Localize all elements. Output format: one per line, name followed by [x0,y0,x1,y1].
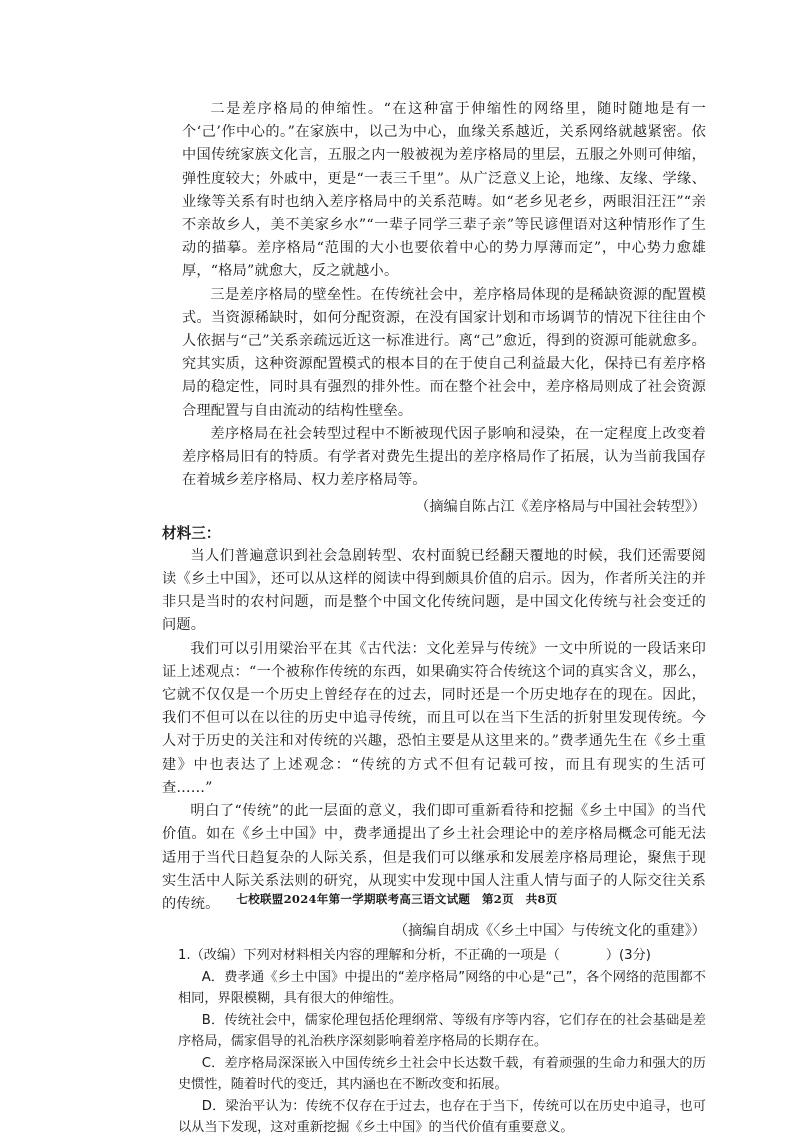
material2-paragraph-4: 差序格局在社会转型过程中不断被现代因子影响和浸染，在一定程度上改变着差序格局旧有的特质。有学者对费先生提出的差序格局作了拓展，认为当前我国存在着城乡差序格局、权力差序格局等。 [182,425,706,489]
material3-paragraph-2: 我们可以引用梁治平在其《古代法：文化差异与传统》一文中所说的一段话来印证上述观点：“一个被称作传统的东西，如果确实符合传统这个词的真实含义，那么，它就不仅仅是一个历史上曾经存在的过去，同时还是一个历史地存在的现在。因此，我们不但可以在以往的历史中追寻传统，而且可以在当下生活的折射里发现传统。今人对于历史的关注和对传统的兴趣，恐怕主要是从这里来的。”费孝通先生在《乡土重建》中也表达了上述观念：“传统的方式不但有记载可按，而且有现实的生活可查……” [162,640,706,796]
material3-paragraph-1: 当人们普遍意识到社会急剧转型、农村面貌已经翻天覆地的时候，我们还需要阅读《乡土中国》，还可以从这样的阅读中得到颇具价值的启示。因为，作者所关注的并非只是当时的农村问题，而是整个中国文化传统问题，是中国文化传统与社会变迁的问题。 [162,547,706,634]
material2-paragraph-2: 二是差序格局的伸缩性。“在这种富于伸缩性的网络里，随时随地是有一个‘己’作中心的。”在家族中，以己为中心，血缘关系越近，关系网络就越紧密。依中国传统家族文化言，五服之内一般被视为差序格局的里层，五服之外则可伸缩，弹性度较大；外戚中，更是“一表三千里”。从广泛意义上论，地缘、友缘、学缘、业缘等关系有时也纳入差序格局中的关系范畴。如“老乡见老乡，两眼泪汪汪”“亲不亲故乡人，美不美家乡水”“一辈子同学三辈子亲”等民谚俚语对这种情形作了生动的描摹。差序格局“范围的大小也要依着中心的势力厚薄而定”，中心势力愈雄厚，“格局”就愈大，反之就越小。 [182,101,706,280]
material3-paragraph-3: 明白了“传统”的此一层面的意义，我们即可重新看待和挖掘《乡土中国》的当代价值。如在《乡土中国》中，费孝通提出了乡土社会理论中的差序格局概念可能无法适用于当代日趋复杂的人际关系，但是我们可以继承和发展差序格局理论，聚焦于现实生活中人际关系法则的研究，从现实中发现中国人注重人情与面子的人际交往关系的传统。 [162,803,706,912]
material3-section [162,522,706,944]
question-stem-text: 1.（改编）下列对材料相关内容的理解和分析，不正确的一项是（ [178,948,560,964]
question-1 [178,945,706,1139]
question-stem [178,945,706,967]
option-d: D．梁治平认为：传统不仅存在于过去，也存在于当下，传统可以在历史中追寻，也可以从当下发现，这对重新挖掘《乡土中国》的当代价值有重要意义。 [178,1098,706,1136]
option-b: B．传统社会中，儒家伦理包括伦理纲常、等级有序等内容，它们存在的社会基础是差序格局，儒家倡导的礼治秩序深刻影响着差序格局的长期存在。 [178,1012,706,1050]
material3-heading: 材料三： [162,524,221,542]
option-c: C．差序格局深深嵌入中国传统乡土社会中长达数千载，有着顽强的生命力和强大的历史惯性，随着时代的变迁，其内涵也在不断改变和拓展。 [178,1055,706,1093]
material3-source: （摘编自胡成《〈乡土中国〉与传统文化的重建》） [393,923,706,940]
material2-paragraph-3: 三是差序格局的壁垒性。在传统社会中，差序格局体现的是稀缺资源的配置模式。当资源稀缺时，如何分配资源，在没有国家计划和市场调节的情况下往往由个人依据与“己”关系亲疏远近这一标准进行。离“己”愈近，得到的资源可能就愈多。究其实质，这种资源配置模式的根本目的在于使自己利益最大化，保持已有差序格局的稳定性，同时具有强烈的排外性。而在整个社会中，差序格局则成了社会资源合理配置与自由流动的结构性壁垒。 [182,286,706,419]
page-footer: 七校联盟2024年第一学期联考高三语文试题 第2页 共8页 [236,892,558,906]
material2-source: （摘编自陈占江《差序格局与中国社会转型》） [415,499,706,516]
option-a: A．费孝通《乡土中国》中提出的“差序格局”网络的中心是“己”，各个网络的范围都不相同，界限模糊，具有很大的伸缩性。 [178,969,706,1007]
question-score: ）(3分) [605,948,651,964]
